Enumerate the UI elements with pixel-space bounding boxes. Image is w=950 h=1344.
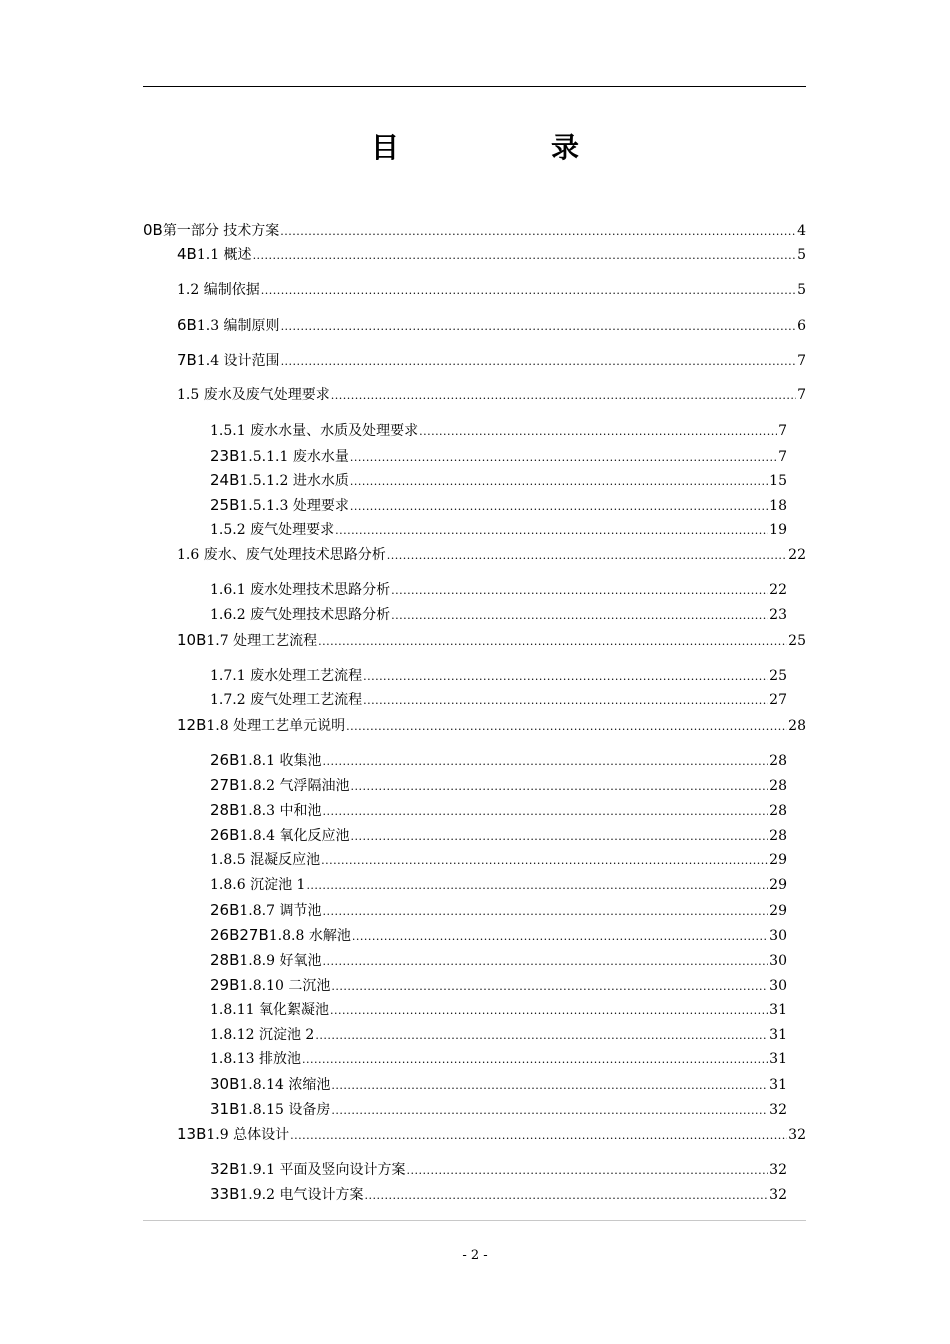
dot-leader bbox=[322, 953, 768, 971]
toc-entry-title: 1.5.1 废水水量、水质及处理要求 bbox=[210, 423, 419, 439]
toc-entry-page: 6 bbox=[797, 318, 806, 334]
toc-entry-title: 1.6.1 废水处理技术思路分析 bbox=[210, 582, 391, 598]
toc-entry[interactable] bbox=[210, 1001, 787, 1020]
page-title: 目 录 bbox=[370, 131, 641, 164]
toc-entry-anchor: 26B bbox=[210, 901, 240, 919]
toc-entry-title: 1.8.9 好氧池 bbox=[239, 953, 322, 969]
toc-entry-title: 1.8.1 收集池 bbox=[239, 753, 322, 769]
toc-entry-page: 7 bbox=[797, 387, 806, 403]
toc-entry-page: 7 bbox=[778, 423, 787, 439]
toc-entry-anchor: 26B bbox=[210, 751, 240, 769]
toc-entry[interactable] bbox=[177, 316, 806, 336]
toc-entry[interactable] bbox=[177, 245, 806, 265]
toc-entry[interactable] bbox=[210, 471, 787, 491]
toc-entry[interactable] bbox=[177, 386, 806, 405]
toc-entry-page: 22 bbox=[788, 547, 806, 563]
toc-entry-anchor: 33B bbox=[210, 1185, 240, 1203]
toc-entry[interactable] bbox=[177, 281, 806, 300]
toc-entry-anchor: 10B bbox=[177, 631, 207, 649]
toc-entry[interactable] bbox=[177, 716, 806, 736]
dot-leader bbox=[364, 1187, 768, 1205]
toc-entry-title: 1.2 编制依据 bbox=[177, 282, 260, 298]
toc-entry-page: 28 bbox=[788, 718, 806, 734]
toc-entry-title: 1.8.10 二沉池 bbox=[239, 978, 331, 994]
toc-entry[interactable] bbox=[210, 521, 787, 540]
toc-entry-page: 30 bbox=[769, 978, 787, 994]
toc-entry-title: 第一部分 技术方案 bbox=[162, 223, 280, 239]
dot-leader bbox=[261, 282, 796, 300]
toc-entry-title: 1.5.1.1 废水水量 bbox=[239, 449, 349, 465]
toc-entry-page: 29 bbox=[769, 852, 787, 868]
toc-entry-page: 7 bbox=[778, 449, 787, 465]
toc-entry[interactable] bbox=[177, 1125, 806, 1145]
toc-entry-page: 32 bbox=[769, 1162, 787, 1178]
toc-entry[interactable] bbox=[210, 876, 787, 895]
toc-entry-anchor: 23B bbox=[210, 447, 240, 465]
toc-entry-anchor: 6B bbox=[177, 316, 197, 334]
dot-leader bbox=[419, 423, 777, 441]
toc-entry-anchor: 0B bbox=[143, 221, 163, 239]
toc-entry-title: 1.7 处理工艺流程 bbox=[206, 633, 318, 649]
dot-leader bbox=[330, 1002, 768, 1020]
toc-entry[interactable] bbox=[177, 351, 806, 371]
dot-leader bbox=[335, 522, 768, 540]
toc-entry[interactable] bbox=[210, 1100, 787, 1120]
toc-entry-page: 15 bbox=[769, 473, 787, 489]
toc-entry-anchor: 26B27B bbox=[210, 926, 269, 944]
dot-leader bbox=[363, 692, 768, 710]
toc-entry-title: 1.5.2 废气处理要求 bbox=[210, 522, 335, 538]
toc-entry-title: 1.1 概述 bbox=[196, 247, 252, 263]
dot-leader bbox=[350, 449, 777, 467]
toc-entry[interactable] bbox=[210, 581, 787, 600]
toc-entry-anchor: 27B bbox=[210, 776, 240, 794]
toc-entry-page: 5 bbox=[797, 282, 806, 298]
toc-entry-page: 28 bbox=[769, 803, 787, 819]
toc-entry-title: 1.6.2 废气处理技术思路分析 bbox=[210, 607, 391, 623]
dot-leader bbox=[391, 607, 768, 625]
dot-leader bbox=[306, 877, 768, 895]
toc-entry-title: 1.5.1.2 进水水质 bbox=[239, 473, 349, 489]
toc-entry-title: 1.8.3 中和池 bbox=[239, 803, 322, 819]
toc-entry-anchor: 31B bbox=[210, 1100, 240, 1118]
toc-entry-page: 29 bbox=[769, 903, 787, 919]
toc-entry-page: 18 bbox=[769, 498, 787, 514]
dot-leader bbox=[346, 718, 787, 736]
toc-entry-page: 31 bbox=[769, 1077, 787, 1093]
toc-entry[interactable] bbox=[210, 901, 787, 921]
toc-entry-page: 7 bbox=[797, 353, 806, 369]
toc-entry-title: 1.8.6 沉淀池 1 bbox=[210, 877, 306, 893]
toc-entry-title: 1.7.2 废气处理工艺流程 bbox=[210, 692, 363, 708]
toc-entry[interactable] bbox=[177, 631, 806, 651]
toc-entry[interactable] bbox=[210, 667, 787, 686]
toc-entry-anchor: 7B bbox=[177, 351, 197, 369]
toc-entry-anchor: 28B bbox=[210, 801, 240, 819]
dot-leader bbox=[331, 1077, 768, 1095]
dot-leader bbox=[322, 803, 768, 821]
dot-leader bbox=[350, 828, 768, 846]
toc-entry[interactable] bbox=[210, 1185, 787, 1205]
toc-entry-title: 1.8.13 排放池 bbox=[210, 1051, 301, 1067]
toc-entry-anchor: 24B bbox=[210, 471, 240, 489]
toc-entry-page: 32 bbox=[769, 1187, 787, 1203]
toc-entry[interactable] bbox=[210, 606, 787, 625]
toc-entry-title: 1.8.11 氧化絮凝池 bbox=[210, 1002, 329, 1018]
toc-entry-title: 1.8.8 水解池 bbox=[268, 928, 351, 944]
toc-entry-page: 29 bbox=[769, 877, 787, 893]
toc-entry-anchor: 32B bbox=[210, 1160, 240, 1178]
toc-entry-page: 22 bbox=[769, 582, 787, 598]
toc-entry-title: 1.8.2 气浮隔油池 bbox=[239, 778, 350, 794]
dot-leader bbox=[331, 1102, 768, 1120]
toc-entry-page: 32 bbox=[788, 1127, 806, 1143]
toc-entry-page: 5 bbox=[797, 247, 806, 263]
dot-leader bbox=[350, 473, 768, 491]
dot-leader bbox=[350, 778, 768, 796]
toc-entry-title: 1.8.4 氧化反应池 bbox=[239, 828, 350, 844]
dot-leader bbox=[387, 547, 787, 565]
dot-leader bbox=[331, 978, 768, 996]
toc-entry[interactable] bbox=[210, 976, 787, 996]
toc-entry-page: 32 bbox=[769, 1102, 787, 1118]
dot-leader bbox=[281, 318, 797, 336]
toc-entry-anchor: 25B bbox=[210, 496, 240, 514]
toc-entry[interactable] bbox=[210, 422, 787, 441]
toc-entry-title: 1.8.14 浓缩池 bbox=[239, 1077, 331, 1093]
toc-entry-title: 1.4 设计范围 bbox=[196, 353, 280, 369]
toc-entry-title: 1.9.2 电气设计方案 bbox=[239, 1187, 364, 1203]
toc-entry[interactable] bbox=[210, 776, 787, 796]
toc-entry[interactable] bbox=[177, 546, 806, 565]
toc-entry-page: 28 bbox=[769, 778, 787, 794]
dot-leader bbox=[363, 668, 768, 686]
dot-leader bbox=[290, 1127, 787, 1145]
toc-entry-title: 1.8.7 调节池 bbox=[239, 903, 322, 919]
dot-leader bbox=[350, 498, 768, 516]
toc-entry-anchor: 13B bbox=[177, 1125, 207, 1143]
toc-entry[interactable] bbox=[210, 691, 787, 710]
toc-entry-page: 27 bbox=[769, 692, 787, 708]
toc-entry-title: 1.8.5 混凝反应池 bbox=[210, 852, 321, 868]
dot-leader bbox=[281, 353, 797, 371]
toc-entry-title: 1.7.1 废水处理工艺流程 bbox=[210, 668, 363, 684]
toc-entry-title: 1.8.15 设备房 bbox=[239, 1102, 331, 1118]
toc-entry-page: 28 bbox=[769, 828, 787, 844]
dot-leader bbox=[315, 1027, 768, 1045]
toc-entry[interactable] bbox=[210, 751, 787, 771]
toc-entry-anchor: 4B bbox=[177, 245, 197, 263]
dot-leader bbox=[331, 387, 796, 405]
toc-entry-anchor: 12B bbox=[177, 716, 207, 734]
toc-entry-title: 1.5.1.3 处理要求 bbox=[239, 498, 349, 514]
toc-entry-title: 1.8.12 沉淀池 2 bbox=[210, 1027, 315, 1043]
toc-entry-page: 23 bbox=[769, 607, 787, 623]
toc-entry[interactable] bbox=[210, 801, 787, 821]
toc-entry[interactable] bbox=[210, 447, 787, 467]
toc-entry-title: 1.3 编制原则 bbox=[196, 318, 280, 334]
toc-entry-page: 31 bbox=[769, 1051, 787, 1067]
toc-entry[interactable] bbox=[210, 1075, 787, 1095]
toc-entry[interactable] bbox=[210, 826, 787, 846]
toc-entry[interactable] bbox=[143, 221, 806, 241]
toc-entry-title: 1.9.1 平面及竖向设计方案 bbox=[239, 1162, 406, 1178]
dot-leader bbox=[253, 247, 797, 265]
dot-leader bbox=[352, 928, 768, 946]
toc-entry-anchor: 30B bbox=[210, 1075, 240, 1093]
toc-entry-page: 31 bbox=[769, 1027, 787, 1043]
dot-leader bbox=[391, 582, 768, 600]
dot-leader bbox=[406, 1162, 768, 1180]
dot-leader bbox=[322, 903, 768, 921]
dot-leader bbox=[322, 753, 768, 771]
toc-entry-page: 30 bbox=[769, 928, 787, 944]
toc-entry-page: 31 bbox=[769, 1002, 787, 1018]
dot-leader bbox=[318, 633, 787, 651]
toc-entry[interactable] bbox=[210, 496, 787, 516]
dot-leader bbox=[321, 852, 768, 870]
toc-entry-title: 1.5 废水及废气处理要求 bbox=[177, 387, 330, 403]
toc-entry[interactable] bbox=[210, 951, 787, 971]
toc-entry[interactable] bbox=[210, 1160, 787, 1180]
toc-entry[interactable] bbox=[210, 851, 787, 870]
toc-entry[interactable] bbox=[210, 926, 787, 946]
toc-entry-title: 1.9 总体设计 bbox=[206, 1127, 290, 1143]
toc-entry-anchor: 26B bbox=[210, 826, 240, 844]
page-number: - 2 - bbox=[462, 1248, 488, 1263]
toc-entry-page: 19 bbox=[769, 522, 787, 538]
toc-entry-page: 28 bbox=[769, 753, 787, 769]
toc-entry[interactable] bbox=[210, 1050, 787, 1069]
toc-entry[interactable] bbox=[210, 1026, 787, 1045]
toc-entry-page: 4 bbox=[797, 223, 806, 239]
toc-entry-anchor: 28B bbox=[210, 951, 240, 969]
toc-entry-title: 1.8 处理工艺单元说明 bbox=[206, 718, 346, 734]
toc-entry-page: 25 bbox=[788, 633, 806, 649]
footer-rule bbox=[143, 1220, 806, 1221]
dot-leader bbox=[302, 1051, 768, 1069]
toc-entry-title: 1.6 废水、废气处理技术思路分析 bbox=[177, 547, 386, 563]
dot-leader bbox=[280, 223, 796, 241]
toc-entry-page: 30 bbox=[769, 953, 787, 969]
header-rule bbox=[143, 86, 806, 87]
toc-entry-page: 25 bbox=[769, 668, 787, 684]
toc-entry-anchor: 29B bbox=[210, 976, 240, 994]
